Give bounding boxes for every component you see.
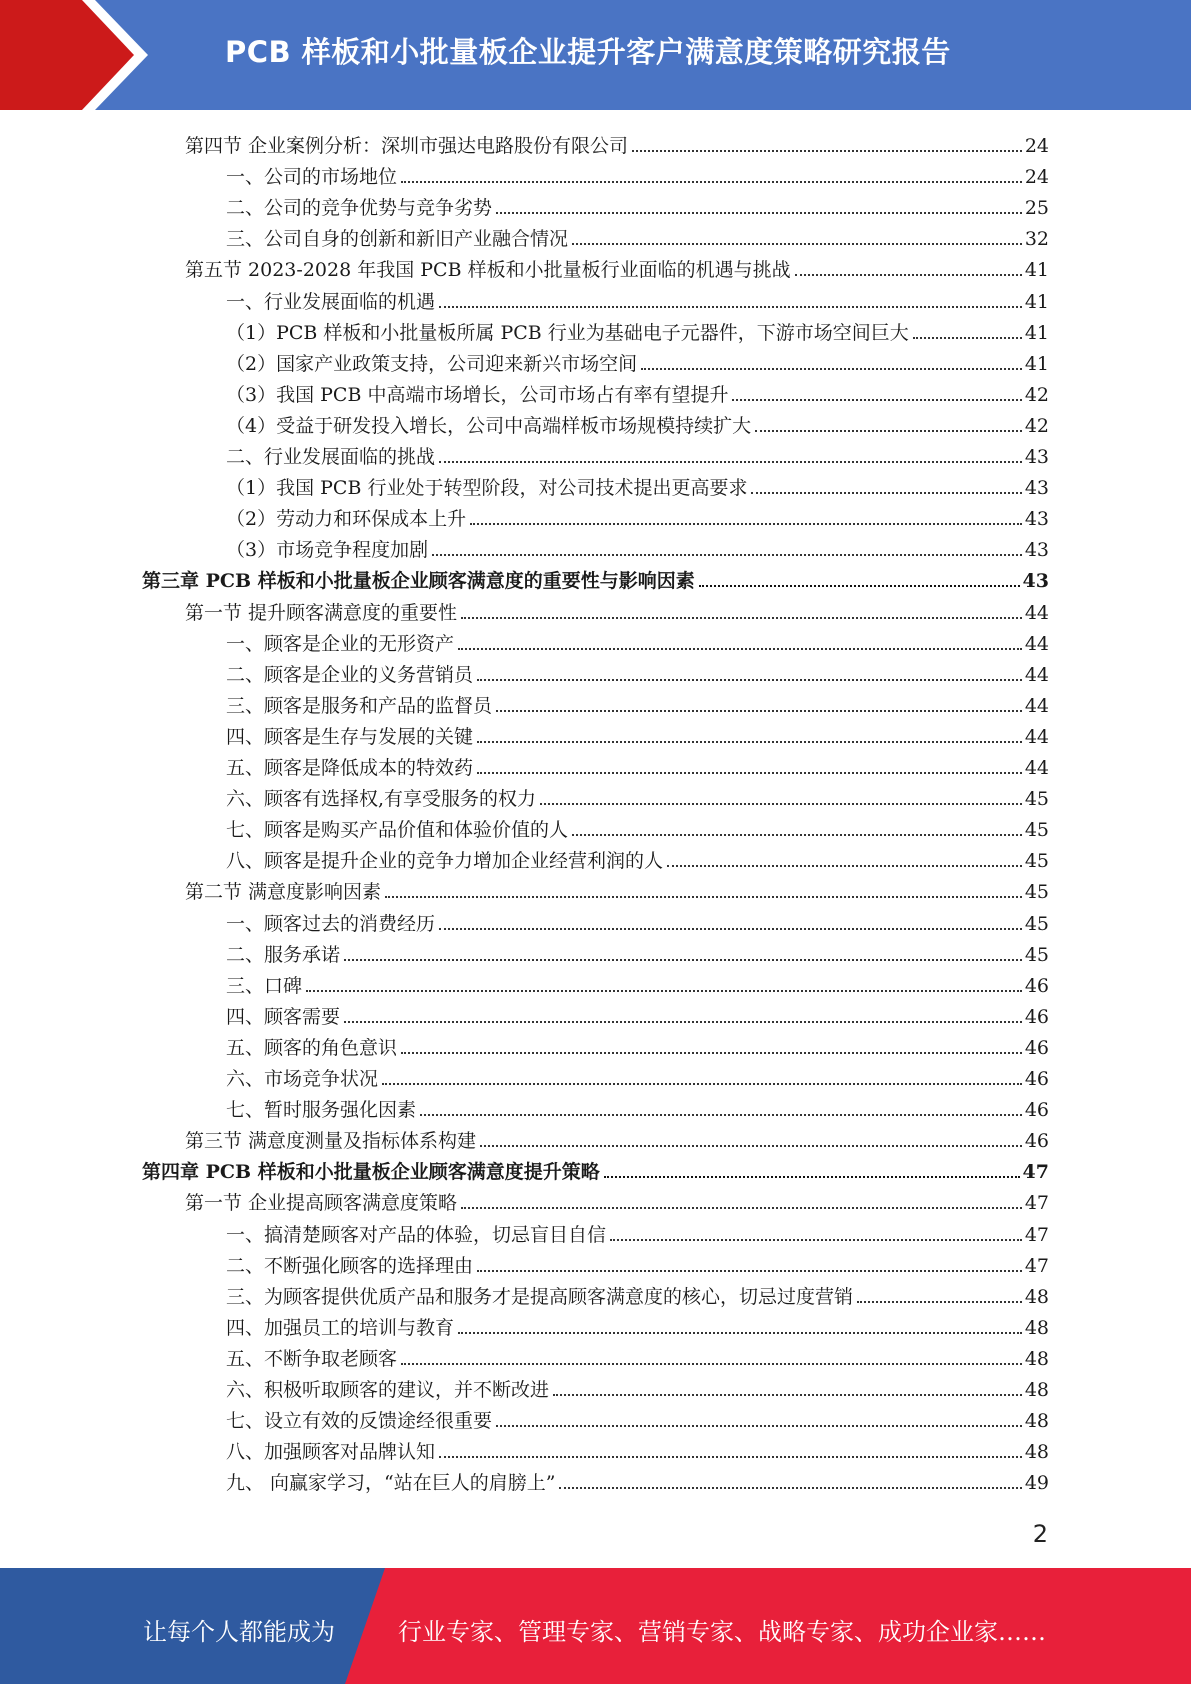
page-number: 2 (1032, 1520, 1048, 1548)
toc-subsection-entry[interactable] (226, 718, 1049, 749)
toc-dot-leader (857, 1301, 1022, 1303)
footer-slogan-left: 让每个人都能成为 (143, 1618, 335, 1646)
toc-subsection-entry[interactable] (226, 531, 1049, 562)
toc-page-number: 41 (1024, 290, 1049, 313)
page-footer (0, 1568, 1191, 1684)
toc-dot-leader (420, 1114, 1022, 1116)
toc-dot-leader (572, 834, 1022, 836)
toc-page-number: 46 (1024, 974, 1049, 997)
toc-entry-title: 第四章 PCB 样板和小批量板企业顾客满意度提升策略 (142, 1161, 600, 1184)
toc-dot-leader (699, 585, 1020, 587)
toc-subsection-entry[interactable] (226, 1402, 1049, 1433)
footer-slogan-right: 行业专家、管理专家、营销专家、战略专家、成功企业家…… (398, 1618, 1046, 1646)
toc-page-number: 44 (1024, 757, 1049, 779)
report-title: PCB 样板和小批量板企业提升客户满意度策略研究报告 (225, 35, 951, 69)
toc-dot-leader (461, 617, 1022, 619)
toc-dot-leader (496, 710, 1022, 712)
toc-dot-leader (477, 772, 1022, 774)
toc-subsection-entry[interactable] (226, 1278, 1049, 1309)
toc-page-number: 47 (1022, 1161, 1049, 1184)
toc-entry-title: （2）劳动力和环保成本上升 (226, 508, 467, 531)
toc-dot-leader (604, 1176, 1020, 1178)
toc-subsection-entry[interactable] (226, 1433, 1049, 1464)
toc-subsection-entry[interactable] (226, 1371, 1049, 1402)
toc-entry-title: （1）我国 PCB 行业处于转型阶段，对公司技术提出更高要求 (226, 477, 748, 500)
toc-entry-title: 第三章 PCB 样板和小批量板企业顾客满意度的重要性与影响因素 (142, 570, 695, 593)
toc-entry-title: 七、顾客是购买产品价值和体验价值的人 (226, 819, 569, 842)
toc-dot-leader (306, 990, 1022, 992)
toc-entry-title: 三、顾客是服务和产品的监督员 (226, 694, 493, 717)
toc-entry-title: 一、公司的市场地位 (226, 166, 398, 189)
toc-dot-leader (401, 181, 1022, 183)
toc-dot-leader (382, 1083, 1022, 1085)
toc-subsection-entry[interactable] (226, 1091, 1049, 1122)
toc-page-number: 48 (1024, 1285, 1049, 1308)
toc-page-number: 45 (1024, 943, 1049, 966)
toc-subsection-entry[interactable] (226, 625, 1049, 656)
toc-page-number: 44 (1024, 694, 1049, 717)
toc-section-entry[interactable] (185, 1122, 1049, 1153)
toc-entry-title: 二、顾客是企业的义务营销员 (226, 663, 474, 686)
toc-entry-title: 第五节 2023-2028 年我国 PCB 样板和小批量板行业面临的机遇与挑战 (185, 259, 791, 282)
toc-dot-leader (641, 368, 1022, 370)
toc-page-number: 43 (1024, 539, 1049, 562)
toc-dot-leader (439, 928, 1022, 930)
toc-page-number: 44 (1024, 601, 1049, 624)
toc-page-number: 24 (1024, 166, 1049, 189)
toc-entry-title: 第三节 满意度测量及指标体系构建 (185, 1130, 477, 1153)
toc-subsection-entry[interactable] (226, 376, 1049, 407)
toc-entry-title: 一、搞清楚顾客对产品的体验，切忌盲目自信 (226, 1223, 607, 1246)
toc-dot-leader (496, 1425, 1022, 1427)
toc-subsection-entry[interactable] (226, 1216, 1049, 1247)
toc-subsection-entry[interactable] (226, 345, 1049, 376)
toc-subsection-entry[interactable] (226, 687, 1049, 718)
toc-dot-leader (439, 1456, 1022, 1458)
toc-subsection-entry[interactable] (226, 283, 1049, 314)
toc-entry-title: 五、顾客的角色意识 (226, 1036, 398, 1059)
toc-dot-leader (913, 337, 1022, 339)
toc-page-number: 45 (1024, 881, 1049, 904)
toc-subsection-entry[interactable] (226, 936, 1049, 967)
toc-dot-leader (401, 1363, 1022, 1365)
toc-page-number: 32 (1024, 228, 1049, 251)
toc-subsection-entry[interactable] (226, 967, 1049, 998)
toc-section-entry[interactable] (185, 1184, 1049, 1215)
toc-entry-title: 六、积极听取顾客的建议，并不断改进 (226, 1379, 550, 1401)
toc-page-number: 47 (1024, 1254, 1049, 1277)
toc-dot-leader (751, 492, 1021, 494)
toc-page-number: 46 (1024, 1005, 1049, 1028)
toc-entry-title: （1）PCB 样板和小批量板所属 PCB 行业为基础电子元器件，下游市场空间巨大 (226, 321, 909, 344)
toc-subsection-entry[interactable] (226, 842, 1049, 873)
toc-entry-title: 六、顾客有选择权,有享受服务的权力 (226, 788, 537, 811)
toc-entry-title: 五、顾客是降低成本的特效药 (226, 757, 474, 779)
toc-dot-leader (477, 1270, 1022, 1272)
header-chevron-icon (0, 0, 160, 110)
toc-dot-leader (572, 243, 1022, 245)
toc-subsection-entry[interactable] (226, 1340, 1049, 1371)
toc-subsection-entry[interactable] (226, 314, 1049, 345)
toc-subsection-entry[interactable] (226, 1309, 1049, 1340)
toc-entry-title: 第二节 满意度影响因素 (185, 881, 382, 904)
toc-dot-leader (344, 959, 1022, 961)
toc-entry-title: 一、顾客过去的消费经历 (226, 912, 436, 935)
toc-dot-leader (732, 399, 1021, 401)
toc-entry-title: 二、服务承诺 (226, 943, 341, 966)
toc-page-number: 45 (1024, 788, 1049, 811)
toc-entry-title: （4）受益于研发投入增长，公司中高端样板市场规模持续扩大 (226, 414, 752, 437)
toc-entry-title: 八、顾客是提升企业的竞争力增加企业经营利润的人 (226, 850, 664, 873)
toc-subsection-entry[interactable] (226, 1464, 1049, 1495)
toc-page-number: 41 (1024, 321, 1049, 344)
toc-entry-title: 二、公司的竞争优势与竞争劣势 (226, 197, 493, 220)
toc-entry-title: 三、口碑 (226, 974, 303, 997)
toc-page-number: 44 (1024, 663, 1049, 686)
toc-entry-title: 七、设立有效的反馈途经很重要 (226, 1410, 493, 1433)
toc-page-number: 46 (1024, 1099, 1049, 1122)
toc-dot-leader (458, 1332, 1022, 1334)
toc-section-entry[interactable] (185, 873, 1049, 904)
toc-entry-title: 六、市场竞争状况 (226, 1068, 379, 1090)
toc-dot-leader (344, 1021, 1022, 1023)
toc-section-entry[interactable] (185, 127, 1049, 158)
toc-page-number: 49 (1024, 1472, 1049, 1495)
toc-dot-leader (795, 274, 1022, 276)
toc-dot-leader (477, 741, 1022, 743)
toc-page-number: 41 (1024, 259, 1049, 282)
toc-dot-leader (432, 554, 1022, 556)
toc-subsection-entry[interactable] (226, 220, 1049, 251)
toc-dot-leader (559, 1487, 1021, 1489)
toc-entry-title: 五、不断争取老顾客 (226, 1347, 398, 1370)
toc-page-number: 48 (1024, 1410, 1049, 1433)
toc-subsection-entry[interactable] (226, 158, 1049, 189)
toc-subsection-entry[interactable] (226, 1060, 1049, 1091)
toc-entry-title: 四、顾客是生存与发展的关键 (226, 725, 474, 748)
toc-subsection-entry[interactable] (226, 905, 1049, 936)
toc-dot-leader (755, 430, 1022, 432)
toc-page-number: 24 (1024, 135, 1049, 157)
toc-entry-title: 八、加强顾客对品牌认知 (226, 1441, 436, 1464)
toc-entry-title: 四、顾客需要 (226, 1005, 341, 1028)
toc-page-number: 44 (1024, 725, 1049, 748)
toc-dot-leader (458, 648, 1022, 650)
toc-page-number: 48 (1024, 1316, 1049, 1339)
toc-dot-leader (632, 150, 1022, 152)
toc-page-number: 42 (1024, 414, 1049, 437)
toc-entry-title: 第一节 企业提高顾客满意度策略 (185, 1192, 458, 1215)
toc-dot-leader (439, 306, 1022, 308)
toc-subsection-entry[interactable] (226, 407, 1049, 438)
toc-entry-title: （3）市场竞争程度加剧 (226, 539, 429, 562)
toc-dot-leader (553, 1394, 1022, 1396)
toc-page-number: 43 (1024, 508, 1049, 531)
toc-entry-title: 九、 向赢家学习，“站在巨人的肩膀上” (226, 1472, 556, 1495)
toc-dot-leader (477, 679, 1022, 681)
toc-chapter-entry[interactable] (142, 1153, 1049, 1184)
toc-page-number: 45 (1024, 850, 1049, 873)
toc-entry-title: 第一节 提升顾客满意度的重要性 (185, 601, 458, 624)
toc-entry-title: 三、公司自身的创新和新旧产业融合情况 (226, 228, 569, 251)
toc-page-number: 44 (1024, 632, 1049, 655)
toc-entry-title: 一、行业发展面临的机遇 (226, 290, 436, 313)
toc-page-number: 46 (1024, 1068, 1049, 1090)
toc-dot-leader (470, 523, 1022, 525)
toc-subsection-entry[interactable] (226, 749, 1049, 780)
toc-dot-leader (610, 1239, 1022, 1241)
toc-subsection-entry[interactable] (226, 189, 1049, 220)
toc-section-entry[interactable] (185, 594, 1049, 625)
toc-page-number: 43 (1024, 446, 1049, 468)
toc-dot-leader (667, 865, 1022, 867)
toc-entry-title: （2）国家产业政策支持，公司迎来新兴市场空间 (226, 352, 638, 375)
page-header (0, 0, 1191, 110)
toc-subsection-entry[interactable] (226, 500, 1049, 531)
toc-page-number: 41 (1024, 352, 1049, 375)
toc-entry-title: 二、不断强化顾客的选择理由 (226, 1254, 474, 1277)
toc-page-number: 42 (1024, 383, 1049, 406)
toc-subsection-entry[interactable] (226, 780, 1049, 811)
toc-dot-leader (439, 461, 1022, 463)
toc-page-number: 43 (1022, 570, 1049, 593)
toc-chapter-entry[interactable] (142, 562, 1049, 593)
toc-subsection-entry[interactable] (226, 1247, 1049, 1278)
toc-entry-title: 四、加强员工的培训与教育 (226, 1316, 455, 1339)
toc-entry-title: 一、顾客是企业的无形资产 (226, 632, 455, 655)
toc-page-number: 48 (1024, 1347, 1049, 1370)
toc-page-number: 47 (1024, 1223, 1049, 1246)
toc-dot-leader (496, 212, 1022, 214)
toc-entry-title: （3）我国 PCB 中高端市场增长，公司市场占有率有望提升 (226, 383, 729, 406)
toc-dot-leader (540, 803, 1022, 805)
toc-subsection-entry[interactable] (226, 1029, 1049, 1060)
toc-entry-title: 七、暂时服务强化因素 (226, 1099, 417, 1122)
toc-entry-title: 第四节 企业案例分析：深圳市强达电路股份有限公司 (185, 135, 629, 157)
toc-subsection-entry[interactable] (226, 469, 1049, 500)
toc-page-number: 48 (1024, 1379, 1049, 1401)
toc-page-number: 47 (1024, 1192, 1049, 1215)
toc-subsection-entry[interactable] (226, 811, 1049, 842)
toc-dot-leader (480, 1145, 1022, 1147)
toc-section-entry[interactable] (185, 251, 1049, 282)
toc-subsection-entry[interactable] (226, 998, 1049, 1029)
toc-page-number: 25 (1024, 197, 1049, 220)
toc-page-number: 46 (1024, 1130, 1049, 1153)
toc-entry-title: 三、为顾客提供优质产品和服务才是提高顾客满意度的核心，切忌过度营销 (226, 1285, 854, 1308)
toc-subsection-entry[interactable] (226, 656, 1049, 687)
toc-entry-title: 二、行业发展面临的挑战 (226, 446, 436, 468)
toc-page-number: 46 (1024, 1036, 1049, 1059)
toc-page-number: 45 (1024, 912, 1049, 935)
toc-dot-leader (461, 1207, 1022, 1209)
toc-page-number: 45 (1024, 819, 1049, 842)
toc-subsection-entry[interactable] (226, 438, 1049, 469)
toc-dot-leader (401, 1052, 1022, 1054)
toc-dot-leader (385, 896, 1022, 898)
toc-page-number: 43 (1024, 477, 1049, 500)
toc-page-number: 48 (1024, 1441, 1049, 1464)
